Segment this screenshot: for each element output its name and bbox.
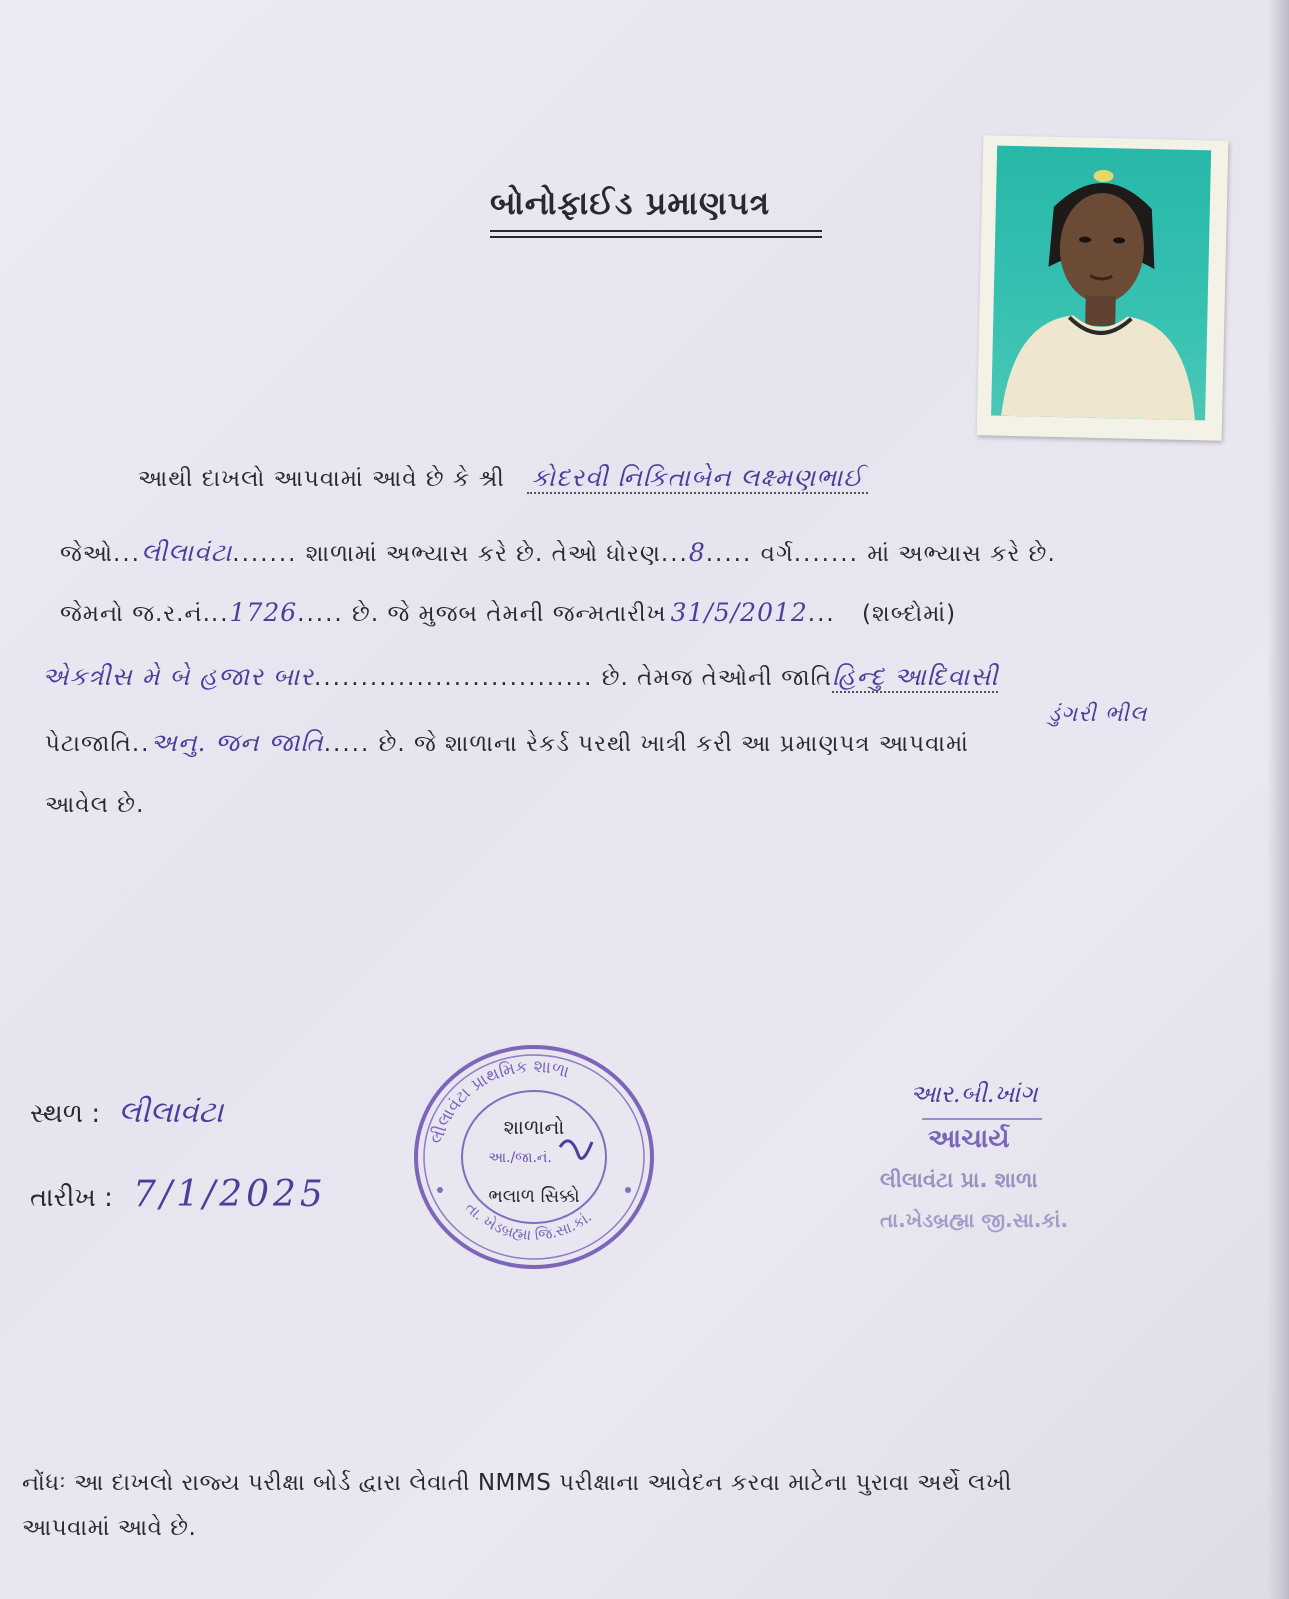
line1-prefix: આથી દાખલો આપવામાં આવે છે કે શ્રી bbox=[138, 466, 505, 492]
student-photo bbox=[977, 135, 1229, 440]
sub-caste-note: ડુંગરી ભીલ bbox=[1048, 702, 1148, 727]
line2-class-label: વર્ગ bbox=[760, 541, 794, 567]
document-title: બોનોફાઈડ પ્રમાણપત્ર bbox=[490, 184, 771, 222]
standard-value: 8 bbox=[688, 538, 706, 567]
signature-block bbox=[880, 1080, 1140, 1250]
student-name: કોદરવી નિકિતાબેન લક્ષ્મણભાઈ bbox=[527, 463, 867, 494]
line4-mid: છે. તેમજ તેઓની જાતિ bbox=[601, 665, 833, 691]
birth-date-words: એકત્રીસ મે બે હજાર બાર bbox=[42, 662, 315, 691]
line2-end: માં અભ્યાસ કરે છે. bbox=[867, 541, 1056, 567]
certificate-line-4: એકત્રીસ મે બે હજાર બાર.............................. છે. તેમજ તેઓની જાતિહિન્દુ આદિવાસી bbox=[42, 662, 999, 691]
stamp-center-bottom: ભલાળ સિક્કો bbox=[488, 1186, 580, 1207]
stamp-initial-scribble bbox=[560, 1141, 592, 1159]
date-label: તારીખ : bbox=[30, 1183, 113, 1213]
line2-prefix: જેઓ bbox=[60, 541, 114, 567]
school-stamp bbox=[410, 1042, 658, 1272]
place-label: સ્થળ : bbox=[30, 1099, 101, 1129]
stamp-center-title: શાળાનો bbox=[503, 1115, 565, 1139]
birth-date: 31/5/2012 bbox=[670, 598, 808, 627]
certificate-line-5: પેટાજાતિ..અનુ. જન જાતિ..... છે. જે શાળાના રેકર્ડ પરથી ખાત્રી કરી આ પ્રમાણપત્ર આપવામાં bbox=[45, 728, 969, 757]
line5-prefix: પેટાજાતિ bbox=[45, 731, 132, 757]
date-row bbox=[30, 1174, 327, 1215]
line3-mid: છે. જે મુજબ તેમની જન્મતારીખ bbox=[352, 601, 667, 627]
certificate-line-6: આવેલ છે. bbox=[45, 792, 145, 818]
page-edge-shadow bbox=[1267, 0, 1289, 1599]
stamp-outer-text: લીલાવંટા પ્રાથમિક શાળા bbox=[426, 1056, 572, 1147]
school-name: લીલાવંટા bbox=[140, 538, 233, 567]
note-line-2: આપવામાં આવે છે. bbox=[22, 1515, 197, 1541]
caste-value: હિન્દુ આદિવાસી bbox=[832, 662, 999, 691]
line3-prefix: જેમનો જ.ર.નં. bbox=[60, 601, 211, 627]
title-underline-second bbox=[490, 236, 822, 238]
line3-end: (શબ્દોમાં) bbox=[862, 601, 957, 627]
place-value: લીલાવંટા bbox=[118, 1095, 224, 1130]
line2-mid: શાળામાં અભ્યાસ કરે છે. તેઓ ધોરણ bbox=[305, 541, 661, 567]
certificate-line-3: જેમનો જ.ર.નં...1726..... છે. જે મુજબ તેમની જન્મતારીખ 31/5/2012... (શબ્દોમાં) bbox=[60, 598, 957, 627]
stamp-bottom-text: તા. ખેડબ્રહ્મા જિ.સા.કાં. bbox=[461, 1198, 596, 1244]
certificate-line-1 bbox=[138, 463, 868, 493]
register-number: 1726 bbox=[229, 598, 298, 627]
signature-underline bbox=[922, 1118, 1042, 1120]
title-underline bbox=[490, 230, 822, 232]
signature-school-line: લીલાવંટા પ્રા. શાળા bbox=[880, 1168, 1038, 1192]
certificate-line-2: જેઓ...લીલાવંટા....... શાળામાં અભ્યાસ કરે છે. તેઓ ધોરણ...8..... વર્ગ....... માં અભ્યાસ કરે છે. bbox=[60, 538, 1056, 567]
date-value: 7/1/2025 bbox=[133, 1174, 327, 1215]
place-row bbox=[30, 1095, 223, 1130]
line5-mid: છે. જે શાળાના રેકર્ડ પરથી ખાત્રી કરી આ પ્રમાણપત્ર આપવામાં bbox=[378, 731, 969, 757]
stamp-center-sub: આ./જા.નં. bbox=[488, 1150, 552, 1166]
note-line-1: નોંધઃ આ દાખલો રાજ્ય પરીક્ષા બોર્ડ દ્વારા લેવાતી NMMS પરીક્ષાના આવેદન કરવા માટેના પુરાવા અર્થે લખી bbox=[22, 1470, 1012, 1496]
sub-caste-value: અનુ. જન જાતિ bbox=[150, 728, 324, 757]
photo-portrait bbox=[991, 146, 1211, 421]
signature-taluka-line: તા.ખેડબ્રહ્મા જી.સા.કાં. bbox=[880, 1208, 1069, 1232]
signature-handwritten: આર.બી.ખાંગ bbox=[910, 1080, 1038, 1108]
signature-role: આચાર્ય bbox=[928, 1124, 1010, 1154]
